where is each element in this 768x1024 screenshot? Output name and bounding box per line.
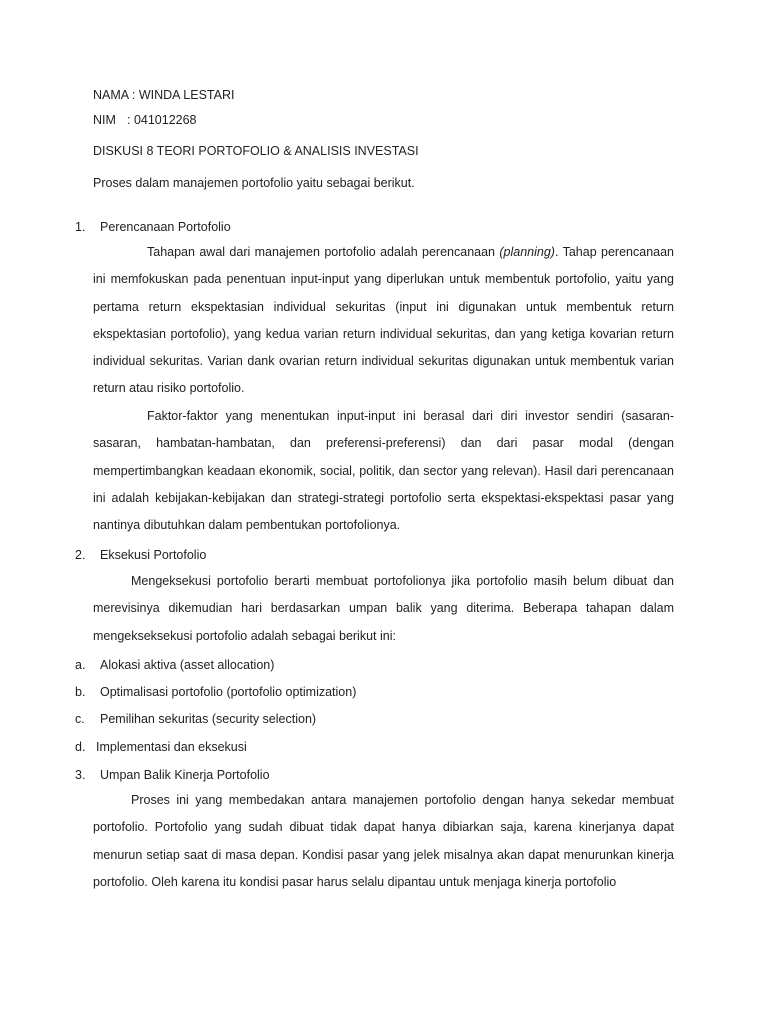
section-3-marker: 3. [75, 768, 86, 782]
section-3-heading [75, 767, 270, 783]
section-2-item-b-marker: b. [75, 685, 86, 699]
section-2-item-a-text: Alokasi aktiva (asset allocation) [100, 658, 275, 672]
section-1-heading [75, 219, 231, 235]
section-2-item-c [75, 711, 316, 727]
section-1-paragraph-1-text-end: . Tahap perencanaan ini memfokuskan pada penentuan input-input yang diperlukan untuk membentuk portofolio, yaitu yang pertama return ekspektasian individual sekuritas (input ini digunakan untuk membentuk return ekspektasian portofolio), yang kedua varian return individual sekuritas, dan yang ketiga kovarian return individual sekuritas. Varian dank ovarian return individual sekuritas digunakan untuk membentuk varian return atau risiko portofolio. [93, 245, 674, 396]
section-2-item-d-text: Implementasi dan eksekusi [96, 740, 247, 754]
section-2-item-d-marker: d. [75, 740, 86, 754]
intro-text: Proses dalam manajemen portofolio yaitu sebagai berikut. [93, 176, 415, 190]
student-id-label: NIM [93, 113, 116, 127]
section-1-paragraph-1-text: Tahapan awal dari manajemen portofolio adalah perencanaan [147, 245, 500, 259]
student-name: NAMA : WINDA LESTARI [93, 88, 235, 102]
section-2-item-b [75, 684, 356, 700]
section-2-paragraph-1: Mengeksekusi portofolio berarti membuat portofolionya jika portofolio masih belum dibuat dan merevisinya dikemudian hari berdasarkan umpan balik yang diterima. Beberapa tahapan dalam mengekseksekusi portofolio adalah sebagai berikut ini: [93, 574, 674, 643]
section-1-paragraph-2: Faktor-faktor yang menentukan input-input ini berasal dari diri investor sendiri (sasaran-sasaran, hambatan-hambatan, dan preferensi-preferensi) dan dari pasar modal (dengan mempertimbangkan keadaan ekonomik, social, politik, dan sector yang relevan). Hasil dari perencanaan ini adalah kebijakan-kebijakan dan strategi-strategi portofolio serta ekspektasi-ekspektasi pasar yang nantinya dibutuhkan dalam pembentukan portofolionya. [93, 409, 674, 533]
section-3-title: Umpan Balik Kinerja Portofolio [100, 768, 270, 782]
section-3-paragraph-1: Proses ini yang membedakan antara manajemen portofolio dengan hanya sekedar membuat portofolio. Portofolio yang sudah dibuat tidak dapat hanya dibiarkan saja, karena kinerjanya dapat menurun setiap saat di masa depan. Kondisi pasar yang jelek misalnya akan dapat menurunkan kinerja portofolio. Oleh karena itu kondisi pasar harus selalu dipantau untuk menjaga kinerja portofolio [93, 793, 674, 889]
section-2-item-c-text: Pemilihan sekuritas (security selection) [100, 712, 317, 726]
section-2-title: Eksekusi Portofolio [100, 548, 207, 562]
section-1-paragraph-1 [93, 239, 674, 403]
section-1-paragraph-1-emphasis: (planning) [499, 245, 555, 259]
section-2-item-a-marker: a. [75, 658, 86, 672]
student-id-value: : 041012268 [127, 113, 197, 127]
document-title: DISKUSI 8 TEORI PORTOFOLIO & ANALISIS INVESTASI [93, 144, 419, 158]
section-2-marker: 2. [75, 548, 86, 562]
section-2-item-c-marker: c. [75, 712, 85, 726]
student-id [93, 112, 197, 128]
section-1-marker: 1. [75, 220, 86, 234]
section-2-heading [75, 547, 206, 563]
section-2-item-d [75, 739, 247, 755]
section-2-item-a [75, 657, 274, 673]
section-1-title: Perencanaan Portofolio [100, 220, 231, 234]
section-2-item-b-text: Optimalisasi portofolio (portofolio optimization) [100, 685, 357, 699]
